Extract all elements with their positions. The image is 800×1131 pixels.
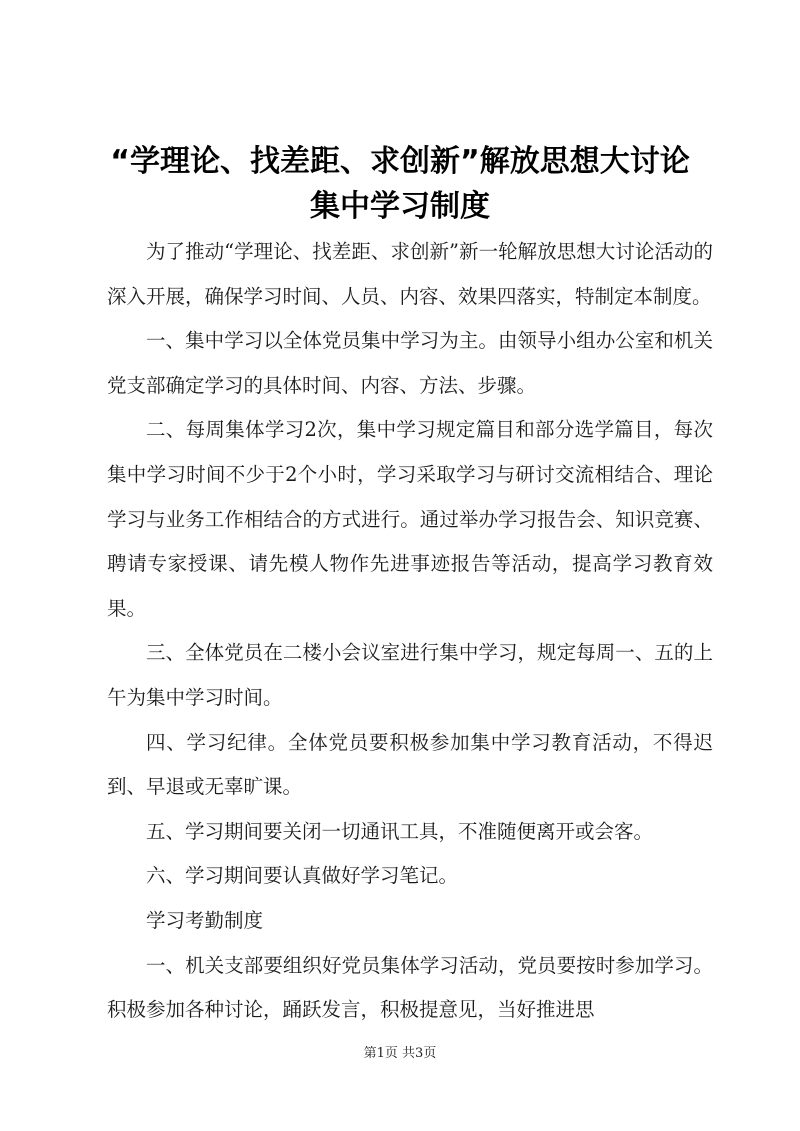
paragraph-item-2: 二、每周集体学习2次，集中学习规定篇目和部分选学篇目，每次集中学习时间不少于2个小时，学习采取学习与研讨交流相结合、理论学习与业务工作相结合的方式进行。通过举办学习报告会、知识竞赛、聘请专家授课、请先模人物作先进事迹报告等活动，提高学习教育效果。: [107, 418, 713, 620]
paragraph-item-3: 三、全体党员在二楼小会议室进行集中学习，规定每周一、五的上午为集中学习时间。: [107, 641, 713, 709]
page-number-footer: 第1页 共3页: [363, 1046, 437, 1061]
paragraph-item-1: 一、集中学习以全体党员集中学习为主。由领导小组办公室和机关党支部确定学习的具体时间、内容、方法、步骤。: [107, 329, 713, 397]
paragraph-item-4: 四、学习纪律。全体党员要积极参加集中学习教育活动，不得迟到、早退或无辜旷课。: [107, 730, 713, 799]
paragraph-item-5: 五、学习期间要关闭一切通讯工具，不准随便离开或会客。: [146, 819, 654, 843]
paragraph-attendance-1: 一、机关支部要组织好党员集体学习活动，党员要按时参加学习。积极参加各种讨论，踊跃发言，积极提意见，当好推进思: [107, 953, 713, 1022]
section-heading-attendance: 学习考勤制度: [146, 908, 264, 932]
paragraph-intro: 为了推动“学理论、找差距、求创新”新一轮解放思想大讨论活动的深入开展，确保学习时间、人员、内容、效果四落实，特制定本制度。: [107, 240, 713, 308]
document-body: [107, 230, 713, 1033]
document-title-line-1: “学理论、找差距、求创新”解放思想大讨论: [110, 144, 690, 179]
document-title-line-2: 集中学习制度: [310, 189, 490, 224]
paragraph-item-6: 六、学习期间要认真做好学习笔记。: [146, 864, 459, 888]
